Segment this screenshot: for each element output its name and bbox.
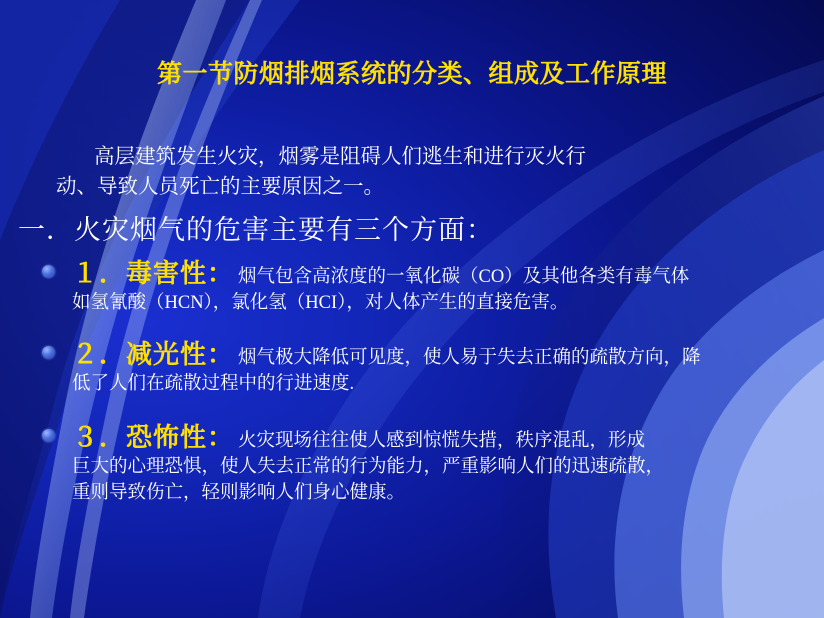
intro-line-1: 高层建筑发生火灾，烟雾是阻碍人们逃生和进行灭火行: [94, 146, 586, 168]
list-item: [38, 417, 808, 506]
bullet-dot-icon: [42, 346, 55, 359]
bullet-body-line-2: 如氢氰酸（HCN），氯化氢（HCI），对人体产生的直接危害。: [72, 293, 569, 313]
bullet-dot-icon: [42, 265, 55, 278]
bullet-body-line-3: 重则导致伤亡，轻则影响人们身心健康。: [72, 483, 406, 503]
bullet-body-line-1: 烟气包含高浓度的一氧化碳（CO）及其他各类有毒气体: [238, 267, 690, 287]
bullet-label: ２．减光性：: [72, 340, 235, 369]
bullet-label: １．毒害性：: [72, 259, 235, 288]
list-item: [38, 334, 808, 397]
bullet-body-line-1: 火灾现场往往使人感到惊慌失措，秩序混乱，形成: [238, 431, 646, 451]
bullet-list: [38, 253, 808, 522]
bullet-first-line: [72, 253, 808, 290]
bullet-first-line: [72, 417, 808, 454]
section-heading: 一．火灾烟气的危害主要有三个方面：: [18, 215, 494, 245]
bullet-body-line-1: 烟气极大降低可见度，使人易于失去正确的疏散方向，降: [238, 348, 701, 368]
bullet-body-line-2: 巨大的心理恐惧，使人失去正常的行为能力，严重影响人们的迅速疏散，: [72, 457, 665, 477]
slide-title: 第一节防烟排烟系统的分类、组成及工作原理: [156, 61, 667, 88]
bullet-label: ３．恐怖性：: [72, 423, 235, 452]
bullet-first-line: [72, 334, 808, 371]
list-item: [38, 253, 808, 316]
intro-line-2: 动、导致人员死亡的主要原因之一。: [56, 176, 384, 198]
bullet-body-line-2: 低了人们在疏散过程中的行进速度.: [72, 374, 355, 394]
bullet-dot-icon: [42, 429, 55, 442]
intro-paragraph: [56, 142, 772, 202]
